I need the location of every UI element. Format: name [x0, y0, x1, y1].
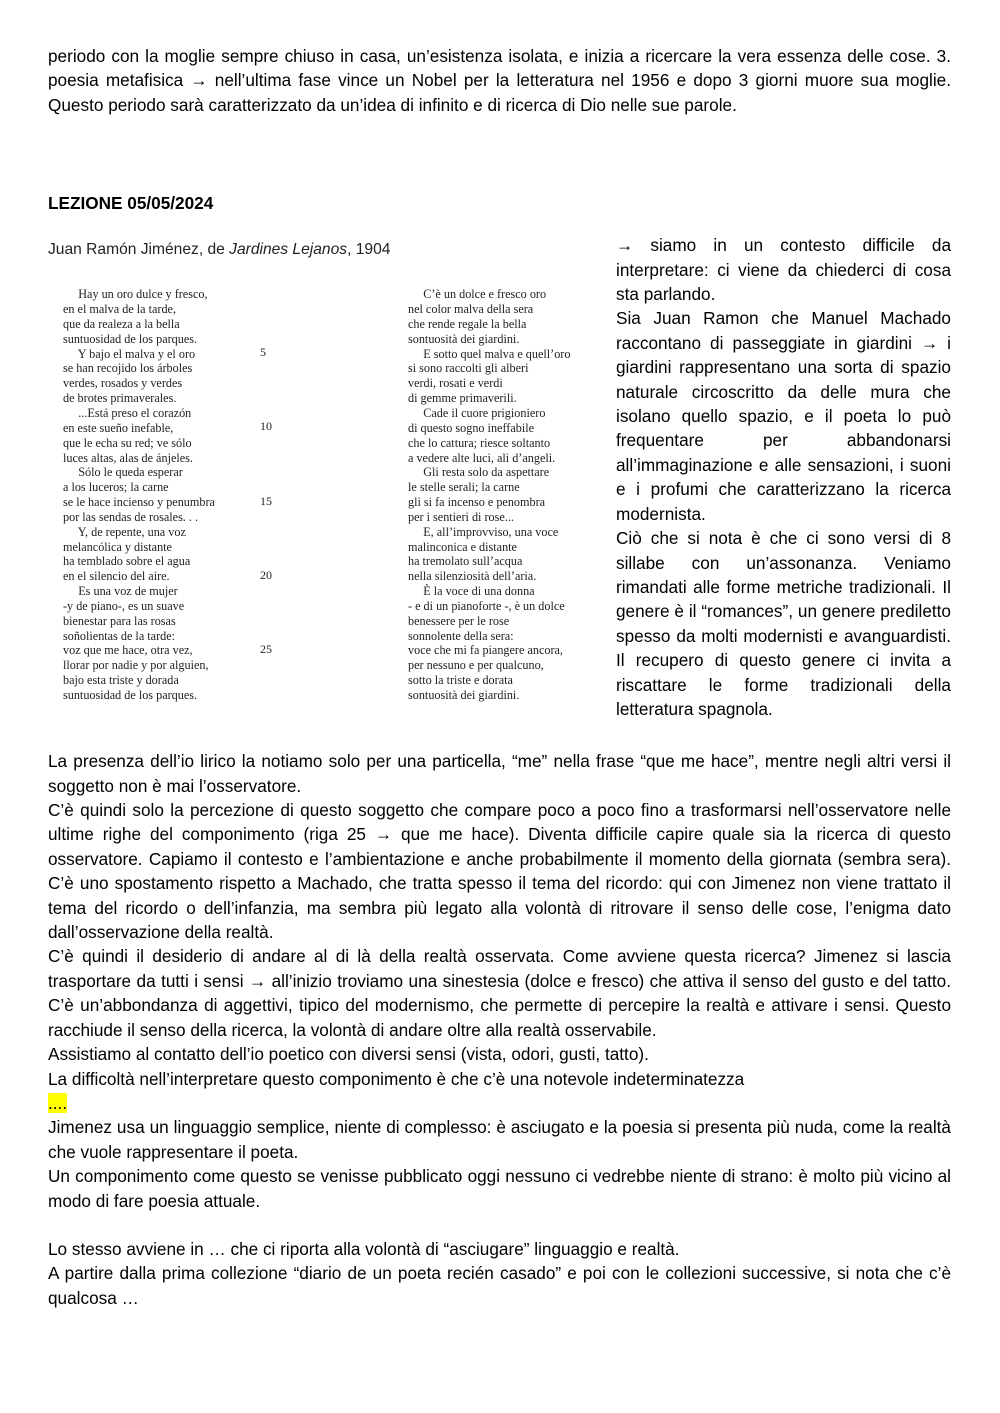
side-paragraph: Ciò che si nota è che ci sono versi di 8 sillabe con un’assonanza. Veniamo rimandati alle forme metriche tradizionali. Il genere è il “romances”, un genere prediletto spesso da molti modernisti e avanguardisti. Il recupero di questo genere ci invita a riscattare le forme tradizionali della letteratura spagnola. [616, 528, 951, 719]
side-paragraph: Sia Juan Ramon che Manuel Machado raccontano di passeggiate in giardini → i giardini rappresentano una sorta di spazio naturale circoscritto da delle mura che isolano quello spazio, e il poeta lo può frequentare per abbandonarsi all’immaginazione e alle sensazioni, i suoni e i profumi che caratterizzano la ricerca modernista. [616, 308, 951, 524]
body-paragraph: Lo stesso avviene in … che ci riporta alla volontà di “asciugare” linguaggio e realtà. [48, 1238, 680, 1259]
highlighted-dots-line [48, 1091, 951, 1115]
poem-italian-text: C’è un dolce e fresco oro nel color malva della sera che rende regale la bella sontuosità dei giardini. E sotto quel malva e quell’oro si sono raccolti gli alberi verdi, rosati e verdi di gemme primaverili. Cade il cuore prigioniero di questo sogno ineffabile che lo cattura; riesce soltanto a vedere alte luci, ali d’angeli. Gli resta solo da aspettare le stelle serali; la carne gli si fa incenso e penombra per i sentieri di rose... E, all’improvviso, una voce malinconica e distante ha tremolato sull’acqua nella silenziosità dell’aria. È la voce di una donna - e di un pianoforte -, è un dolce benessere per le rose sonnolente della sera: voce che mi fa piangere ancora, per nessuno e per qualcuno, sotto la triste e dorata sontuosità dei giardini. [408, 287, 571, 702]
body-paragraph: A partire dalla prima collezione “diario de un poeta recién casado” e poi con le collezioni successive, si nota che c’è qualcosa … [48, 1263, 951, 1308]
intro-paragraph: periodo con la moglie sempre chiuso in casa, un’esistenza isolata, e inizia a ricercare la vera essenza delle cose. 3. poesia metafisica → nell’ultima fase vince un Nobel per la letteratura nel 1956 e dopo 3 giorni muore sua moglie. Questo periodo sarà caratterizzato da un’idea di infinito e di ricerca di Dio nelle sue parole. [48, 46, 951, 115]
line-number: 15 [260, 494, 272, 509]
line-number: 25 [260, 642, 272, 657]
body-paragraph: C’è quindi solo la percezione di questo soggetto che compare poco a poco fino a trasformarsi nell’osservatore nelle ultime righe del componimento (riga 25 → que me hace). Diventa difficile capire quale sia la ricerca di questo osservatore. Capiamo il contesto e l’ambientazione e anche probabilmente il momento della giornata (sembra sera). C’è uno spostamento rispetto a Machado, che tratta spesso il tema del ricordo: qui con Jimenez non viene trattato il tema del ricordo o dell’infanzia, ma sembra più legato alla volontà di ritrovare il senso delle cose, l’enigma dato dall’osservazione della realtà. [48, 800, 951, 943]
side-commentary [616, 233, 951, 721]
poem-section [48, 237, 951, 749]
poem-image [48, 237, 604, 721]
document-page [48, 44, 951, 1310]
poem-spanish-text: Hay un oro dulce y fresco, en el malva de la tarde, que da realeza a la bella suntuosidad de los parques. Y bajo el malva y el oro se han recojido los árboles verdes, rosados y verdes de brotes primaverales. ...Está preso el corazón en este sueño inefable, que le echa su red; ve sólo luces altas, alas de ánjeles. Sólo le queda esperar a los luceros; la carne se le hace incienso y penumbra por las sendas de rosales. . . Y, de repente, una voz melancólica y distante ha temblado sobre el agua en el silencio del aire. Es una voz de mujer -y de piano-, es un suave bienestar para las rosas soñolientas de la tarde: voz que me hace, otra vez, llorar por nadie y por alguien, bajo esta triste y dorada suntuosidad de los parques. [63, 287, 215, 702]
highlight-dots: .... [48, 1092, 68, 1113]
line-number: 10 [260, 419, 272, 434]
body-paragraph: La difficoltà nell’interpretare questo componimento è che c’è una notevole indeterminatezza [48, 1068, 745, 1089]
body-paragraph: La presenza dell’io lirico la notiamo solo per una particella, “me” nella frase “que me hace”, mentre negli altri versi il soggetto non è mai l’osservatore. [48, 751, 951, 796]
body-paragraph: Assistiamo al contatto dell’io poetico con diversi sensi (vista, odori, gusti, tatto). [48, 1044, 649, 1065]
line-number: 20 [260, 568, 272, 583]
side-paragraph: → siamo in un contesto difficile da interpretare: ci viene da chiederci di cosa sta parlando. [616, 235, 951, 305]
body-paragraph: C’è quindi il desiderio di andare al di là della realtà osservata. Come avviene questa ricerca? Jimenez si lascia trasportare da tutti i sensi → all’inizio troviamo una sinestesia (dolce e fresco) che attiva il senso del gusto e del tatto. C’è un’abbondanza di aggettivi, tipico del modernismo, che permette di percepire la realtà e attivare i sensi. Questo racchiude il senso della ricerca, la volontà di andare oltre alla realtà osservabile. [48, 946, 951, 1040]
body-paragraph: Jimenez usa un linguaggio semplice, niente di complesso: è asciugato e la poesia si presenta più nuda, come la realtà che vuole rappresentare il poeta. [48, 1117, 951, 1162]
line-number: 5 [260, 345, 266, 360]
body-paragraph: Un componimento come questo se venisse pubblicato oggi nessuno ci vedrebbe niente di strano: è molto più vicino al modo di fare poesia attuale. [48, 1166, 951, 1211]
lesson-title: LEZIONE 05/05/2024 [48, 193, 214, 214]
poem-caption: Juan Ramón Jiménez, de Jardines Lejanos, 1904 [48, 241, 391, 259]
